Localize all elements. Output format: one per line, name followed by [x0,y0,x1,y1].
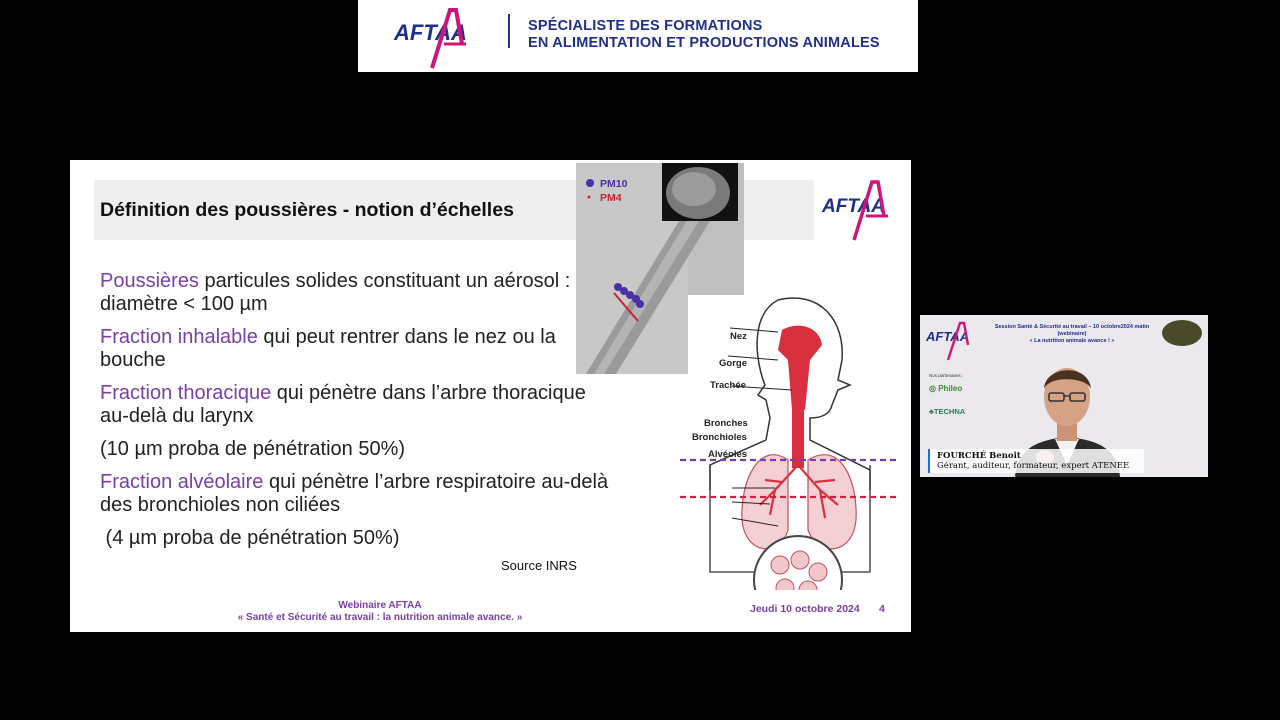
paragraph-inhalable: Fraction inhalable qui peut rentrer dans le nez ou la bouche [100,326,556,371]
phileo-icon: ◎ [929,384,936,393]
speaker-nameplate [928,449,1144,473]
svg-text:AFTAA: AFTAA [822,196,885,217]
label-bronches: Bronches [704,418,748,429]
presentation-slide [70,160,911,632]
slide-aftaa-logo [822,176,894,242]
label-bronchioles: Bronchioles [692,432,747,443]
svg-text:AFTAA: AFTAA [926,329,970,344]
banner-separator [508,14,510,48]
label-nez: Nez [730,331,747,342]
tagline-line-2: EN ALIMENTATION ET PRODUCTIONS ANIMALES [528,35,880,51]
slide-title: Définition des poussières - notion d’échelles [100,199,514,221]
partners-label: Nos partenaires : [929,373,964,378]
footer-line-1: Webinaire AFTAA [338,600,422,611]
paragraph-poussieres: Poussières particules solides constituant un aérosol : diamètre < 100 µm [100,270,571,315]
speaker-name: FOURCHÉ Benoit [937,451,1021,461]
leaf-icon: ♣ [929,407,934,416]
label-gorge: Gorge [719,358,747,369]
paragraph-thoracique: Fraction thoracique qui pénètre dans l’arbre thoracique au-delà du larynx [100,382,586,427]
speaker-role: Gérant, auditeur, formateur, expert ATENEE [937,461,1130,471]
video-session-header: Session Santé & Sécurité au travail – 10 octobre2024 matin (webinaire) « La nutrition animale avance ! » [994,324,1150,344]
fiber-legend [600,177,627,205]
slide-footer [220,600,540,624]
partner-techna: ♣TECHNA [929,407,966,416]
aftaa-logo [392,4,476,70]
banner-tagline [528,18,880,52]
label-alveoles: Alvéoles [708,449,748,460]
page-number: 4 [879,603,885,615]
paragraph-alveolaire-proba: (4 µm proba de pénétration 50%) [100,527,400,549]
legend-pm4: PM4 [600,192,622,204]
speaker-video-tile[interactable] [920,315,1208,477]
video-aftaa-logo [926,319,978,361]
slide-source: Source INRS [501,558,577,573]
label-trachee: Trachée [710,380,746,391]
slide-body [100,270,620,550]
video-thumbnail-image [1162,320,1202,346]
partner-phileo: ◎ Phileo [929,384,963,393]
footer-date: Jeudi 10 octobre 2024 [750,603,860,615]
top-banner [358,0,918,72]
paragraph-alveolaire: Fraction alvéolaire qui pénètre l’arbre respiratoire au-delà des bronchioles non ciliées [100,471,609,516]
tagline-line-1: SPÉCIALISTE DES FORMATIONS [528,18,763,34]
footer-line-2: « Santé et Sécurité au travail : la nutrition animale avance. » [237,612,523,623]
legend-pm10: PM10 [600,178,628,190]
svg-text:AFTAA: AFTAA [394,20,467,45]
paragraph-thoracique-proba: (10 µm proba de pénétration 50%) [100,438,406,460]
